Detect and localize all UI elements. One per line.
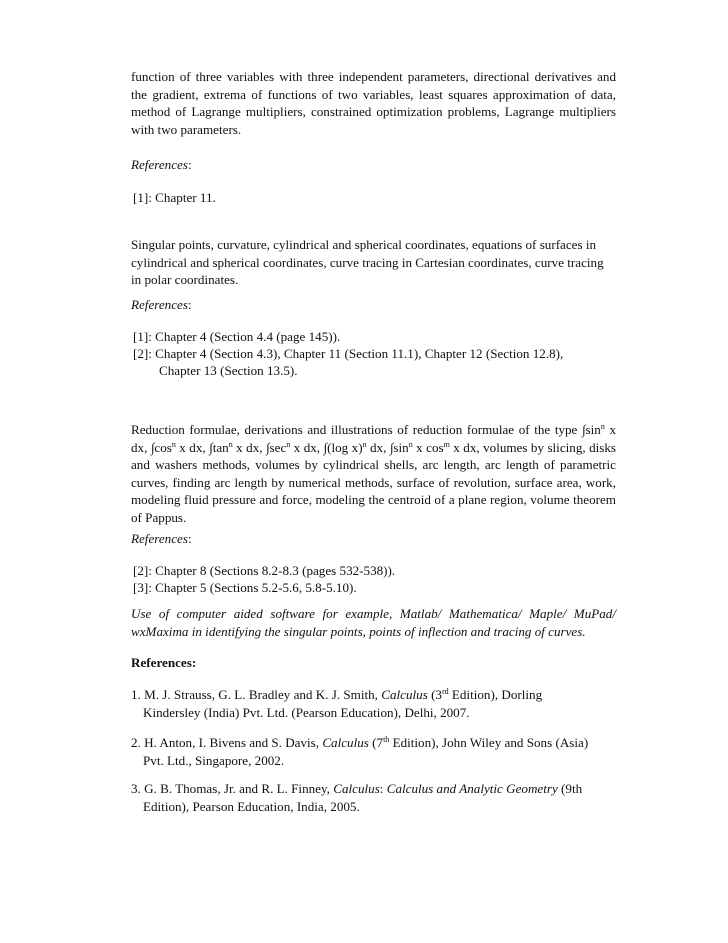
section2-ref-2-continuation: Chapter 13 (Section 13.5).: [159, 363, 298, 378]
references-label: References: [131, 531, 188, 546]
software-note: Use of computer aided software for example, Matlab/ Mathematica/ Maple/ MuPad/ wxMaxima in identifying the singular points, points of inflection and tracing of curves.: [131, 606, 616, 639]
section2-references-heading: [131, 296, 192, 314]
bibliography-heading: References:: [131, 655, 197, 670]
section1-ref-1: [1]: Chapter 11.: [133, 190, 216, 205]
bibliography-item-3: 3. G. B. Thomas, Jr. and R. L. Finney, Calculus: Calculus and Analytic Geometry (9th Edition), Pearson Education, India, 2005.: [131, 781, 583, 814]
section3-body: Reduction formulae, derivations and illustrations of reduction formulae of the type $\int\sin^n$ x dx, $\int\cos^n$ x dx, $\int\tan^n$ x dx, $\int\sec^n$ x dx, ∫(log x)$^n$ dx, $\int\sin^n$ x $\cos^m x$ dx, volumes by slicing, disks and washers methods, volumes by cylindrical shells, arc length, arc length of parametric curves, finding arc length by numerical methods, surface of revolution, surface area, work, modeling fluid pressure and force, modeling the centroid of a plane region, volume theorem of Pappus.: [131, 422, 617, 525]
references-label: References: [131, 157, 188, 172]
section2-ref-2: [2]: Chapter 4 (Section 4.3), Chapter 11 (Section 11.1), Chapter 12 (Section 12.8),: [133, 346, 564, 361]
references-colon: :: [187, 531, 192, 546]
section3-ref-2: [3]: Chapter 5 (Sections 5.2-5.6, 5.8-5.10).: [133, 580, 357, 595]
section3-references-heading: [131, 530, 192, 548]
section2-ref-1: [1]: Chapter 4 (Section 4.4 (page 145)).: [133, 329, 341, 344]
references-label: References: [131, 297, 188, 312]
section2-body: Singular points, curvature, cylindrical and spherical coordinates, equations of surfaces in cylindrical and spherical coordinates, curve tracing in Cartesian coordinates, curve tracing in polar coordinates.: [131, 237, 604, 288]
section1-references-heading: [131, 156, 192, 174]
section3-ref-1: [2]: Chapter 8 (Sections 8.2-8.3 (pages 532-538)).: [133, 563, 396, 578]
references-colon: :: [187, 297, 192, 312]
section1-body: function of three variables with three independent parameters, directional derivatives and the gradient, extrema of functions of two variables, least squares approximation of data, method of Lagrange multipliers, constrained optimization problems, Lagrange multipliers with two parameters.: [131, 69, 616, 137]
bibliography-item-1: 1. M. J. Strauss, G. L. Bradley and K. J. Smith, Calculus (3rd Edition), Dorling Kindersley (India) Pvt. Ltd. (Pearson Education), Delhi, 2007.: [131, 687, 543, 720]
references-colon: :: [187, 157, 192, 172]
bibliography-item-2: 2. H. Anton, I. Bivens and S. Davis, Calculus (7th Edition), John Wiley and Sons (Asia) Pvt. Ltd., Singapore, 2002.: [131, 735, 589, 768]
